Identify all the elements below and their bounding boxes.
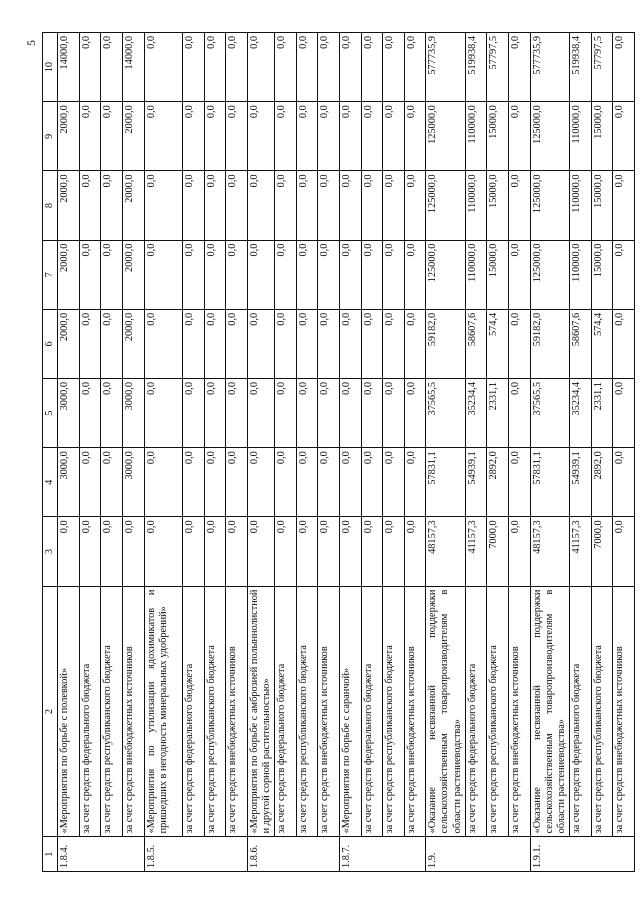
value-cell: 110000,0 bbox=[569, 171, 591, 240]
value-cell: 0,0 bbox=[613, 517, 635, 586]
value-cell: 0,0 bbox=[383, 171, 405, 240]
row-name: «Мероприятия по борьбе с полевкой» bbox=[58, 586, 80, 837]
table-row bbox=[183, 33, 205, 872]
value-cell: 0,0 bbox=[183, 379, 205, 448]
value-cell: 14000,0 bbox=[58, 33, 80, 102]
value-cell: 0,0 bbox=[275, 448, 297, 517]
value-cell: 0,0 bbox=[204, 240, 226, 309]
row-name: за счет средств федерального бюджета bbox=[361, 586, 383, 837]
budget-table bbox=[42, 32, 635, 872]
value-cell: 0,0 bbox=[79, 517, 101, 586]
value-cell: 0,0 bbox=[508, 309, 530, 378]
value-cell: 0,0 bbox=[79, 240, 101, 309]
value-cell: 0,0 bbox=[226, 102, 248, 171]
value-cell: 0,0 bbox=[226, 240, 248, 309]
value-cell: 0,0 bbox=[361, 102, 383, 171]
value-cell: 35234,4 bbox=[569, 379, 591, 448]
value-cell: 0,0 bbox=[204, 33, 226, 102]
value-cell: 3000,0 bbox=[122, 379, 144, 448]
value-cell: 15000,0 bbox=[591, 102, 613, 171]
value-cell: 15000,0 bbox=[591, 240, 613, 309]
value-cell: 0,0 bbox=[613, 448, 635, 517]
value-cell: 2000,0 bbox=[122, 309, 144, 378]
value-cell: 0,0 bbox=[318, 517, 340, 586]
table-row bbox=[569, 33, 591, 872]
value-cell: 0,0 bbox=[247, 102, 274, 171]
value-cell: 2000,0 bbox=[122, 240, 144, 309]
value-cell: 3000,0 bbox=[122, 448, 144, 517]
row-code: 1.8.7. bbox=[339, 837, 425, 872]
value-cell: 0,0 bbox=[339, 517, 361, 586]
value-cell: 41157,3 bbox=[465, 517, 487, 586]
table-row bbox=[487, 33, 509, 872]
value-cell: 0,0 bbox=[296, 240, 318, 309]
value-cell: 0,0 bbox=[339, 33, 361, 102]
value-cell: 0,0 bbox=[508, 171, 530, 240]
row-name: за счет средств внебюджетных источников bbox=[404, 586, 426, 837]
value-cell: 0,0 bbox=[318, 171, 340, 240]
value-cell: 125000,0 bbox=[426, 240, 465, 309]
value-cell: 0,0 bbox=[275, 379, 297, 448]
value-cell: 0,0 bbox=[275, 102, 297, 171]
value-cell: 0,0 bbox=[226, 171, 248, 240]
value-cell: 58607,6 bbox=[569, 309, 591, 378]
value-cell: 0,0 bbox=[383, 448, 405, 517]
table-row bbox=[404, 33, 426, 872]
row-name: за счет средств республиканского бюджета bbox=[204, 586, 226, 837]
value-cell: 15000,0 bbox=[487, 171, 509, 240]
value-cell: 0,0 bbox=[79, 309, 101, 378]
value-cell: 0,0 bbox=[58, 517, 80, 586]
value-cell: 577735,9 bbox=[530, 33, 569, 102]
value-cell: 15000,0 bbox=[487, 102, 509, 171]
table-row bbox=[318, 33, 340, 872]
value-cell: 125000,0 bbox=[426, 102, 465, 171]
value-cell: 3000,0 bbox=[58, 448, 80, 517]
value-cell: 0,0 bbox=[296, 517, 318, 586]
value-cell: 0,0 bbox=[226, 379, 248, 448]
row-code: 1.8.5. bbox=[144, 837, 247, 872]
row-code: 1.8.4. bbox=[58, 837, 144, 872]
value-cell: 0,0 bbox=[144, 171, 183, 240]
header-cell: 9 bbox=[43, 102, 58, 171]
value-cell: 0,0 bbox=[339, 448, 361, 517]
rotated-page bbox=[24, 32, 626, 872]
row-name: за счет средств республиканского бюджета bbox=[383, 586, 405, 837]
value-cell: 0,0 bbox=[247, 379, 274, 448]
value-cell: 0,0 bbox=[383, 102, 405, 171]
value-cell: 0,0 bbox=[275, 517, 297, 586]
value-cell: 110000,0 bbox=[465, 102, 487, 171]
value-cell: 3000,0 bbox=[58, 379, 80, 448]
value-cell: 2000,0 bbox=[58, 240, 80, 309]
value-cell: 0,0 bbox=[361, 379, 383, 448]
row-name: за счет средств внебюджетных источников bbox=[508, 586, 530, 837]
value-cell: 0,0 bbox=[183, 448, 205, 517]
table-row bbox=[204, 33, 226, 872]
value-cell: 0,0 bbox=[404, 379, 426, 448]
row-name: «Оказание несвязанной поддержки сельскохозяйственным товаропроизводителям в области растениеводства» bbox=[426, 586, 465, 837]
value-cell: 37565,5 bbox=[426, 379, 465, 448]
value-cell: 7000,0 bbox=[591, 517, 613, 586]
value-cell: 0,0 bbox=[101, 309, 123, 378]
table-row bbox=[361, 33, 383, 872]
value-cell: 0,0 bbox=[296, 33, 318, 102]
row-name: за счет средств республиканского бюджета bbox=[591, 586, 613, 837]
row-name: «Мероприятия по утилизации ядохимикатов и пришедших в негодность минеральных удобрений» bbox=[144, 586, 183, 837]
value-cell: 0,0 bbox=[226, 448, 248, 517]
value-cell: 0,0 bbox=[613, 102, 635, 171]
row-name: за счет средств федерального бюджета bbox=[275, 586, 297, 837]
value-cell: 48157,3 bbox=[426, 517, 465, 586]
value-cell: 0,0 bbox=[204, 379, 226, 448]
row-code: 1.8.6. bbox=[247, 837, 339, 872]
value-cell: 0,0 bbox=[339, 309, 361, 378]
value-cell: 110000,0 bbox=[569, 240, 591, 309]
value-cell: 0,0 bbox=[404, 240, 426, 309]
value-cell: 0,0 bbox=[613, 171, 635, 240]
value-cell: 0,0 bbox=[101, 171, 123, 240]
value-cell: 577735,9 bbox=[426, 33, 465, 102]
value-cell: 0,0 bbox=[383, 309, 405, 378]
header-row bbox=[43, 33, 58, 872]
value-cell: 0,0 bbox=[361, 33, 383, 102]
value-cell: 110000,0 bbox=[569, 102, 591, 171]
value-cell: 0,0 bbox=[383, 379, 405, 448]
value-cell: 0,0 bbox=[144, 33, 183, 102]
value-cell: 0,0 bbox=[508, 240, 530, 309]
value-cell: 0,0 bbox=[144, 240, 183, 309]
row-name: за счет средств внебюджетных источников bbox=[122, 586, 144, 837]
row-name: за счет средств федерального бюджета bbox=[79, 586, 101, 837]
value-cell: 0,0 bbox=[247, 448, 274, 517]
value-cell: 0,0 bbox=[613, 379, 635, 448]
value-cell: 0,0 bbox=[508, 379, 530, 448]
value-cell: 0,0 bbox=[101, 240, 123, 309]
value-cell: 2000,0 bbox=[122, 102, 144, 171]
value-cell: 0,0 bbox=[613, 33, 635, 102]
value-cell: 59182,0 bbox=[426, 309, 465, 378]
header-cell: 6 bbox=[43, 309, 58, 378]
row-name: «Оказание несвязанной поддержки сельскохозяйственным товаропроизводителям в области растениеводства» bbox=[530, 586, 569, 837]
row-name: за счет средств федерального бюджета bbox=[569, 586, 591, 837]
value-cell: 0,0 bbox=[79, 448, 101, 517]
value-cell: 35234,4 bbox=[465, 379, 487, 448]
value-cell: 2000,0 bbox=[58, 102, 80, 171]
value-cell: 0,0 bbox=[296, 102, 318, 171]
row-name: за счет средств внебюджетных источников bbox=[226, 586, 248, 837]
value-cell: 0,0 bbox=[144, 102, 183, 171]
value-cell: 54939,1 bbox=[569, 448, 591, 517]
value-cell: 519938,4 bbox=[465, 33, 487, 102]
value-cell: 0,0 bbox=[247, 309, 274, 378]
value-cell: 0,0 bbox=[183, 171, 205, 240]
table-row bbox=[144, 33, 183, 872]
value-cell: 15000,0 bbox=[591, 171, 613, 240]
row-name: за счет средств республиканского бюджета bbox=[487, 586, 509, 837]
value-cell: 0,0 bbox=[361, 309, 383, 378]
row-name: за счет средств федерального бюджета bbox=[465, 586, 487, 837]
value-cell: 0,0 bbox=[204, 102, 226, 171]
header-cell: 7 bbox=[43, 240, 58, 309]
value-cell: 0,0 bbox=[275, 171, 297, 240]
value-cell: 0,0 bbox=[361, 240, 383, 309]
row-code: 1.9.1. bbox=[530, 837, 634, 872]
table-row bbox=[465, 33, 487, 872]
value-cell: 0,0 bbox=[508, 102, 530, 171]
value-cell: 0,0 bbox=[296, 448, 318, 517]
value-cell: 0,0 bbox=[101, 102, 123, 171]
table-row bbox=[79, 33, 101, 872]
row-name: за счет средств федерального бюджета bbox=[183, 586, 205, 837]
value-cell: 0,0 bbox=[204, 448, 226, 517]
table-row bbox=[247, 33, 274, 872]
value-cell: 0,0 bbox=[404, 33, 426, 102]
value-cell: 0,0 bbox=[339, 379, 361, 448]
value-cell: 57831,1 bbox=[530, 448, 569, 517]
value-cell: 0,0 bbox=[79, 33, 101, 102]
value-cell: 0,0 bbox=[318, 33, 340, 102]
table-row bbox=[339, 33, 361, 872]
value-cell: 59182,0 bbox=[530, 309, 569, 378]
page-number: 5 bbox=[24, 40, 38, 46]
value-cell: 0,0 bbox=[383, 240, 405, 309]
value-cell: 14000,0 bbox=[122, 33, 144, 102]
header-cell: 10 bbox=[43, 33, 58, 102]
value-cell: 0,0 bbox=[247, 33, 274, 102]
value-cell: 57797,5 bbox=[591, 33, 613, 102]
row-name: «Мероприятия по борьбе с саранчой» bbox=[339, 586, 361, 837]
value-cell: 0,0 bbox=[339, 240, 361, 309]
value-cell: 0,0 bbox=[204, 309, 226, 378]
value-cell: 0,0 bbox=[183, 240, 205, 309]
value-cell: 0,0 bbox=[183, 33, 205, 102]
value-cell: 0,0 bbox=[226, 309, 248, 378]
value-cell: 2892,0 bbox=[591, 448, 613, 517]
value-cell: 519938,4 bbox=[569, 33, 591, 102]
value-cell: 0,0 bbox=[508, 448, 530, 517]
value-cell: 125000,0 bbox=[530, 171, 569, 240]
row-name: за счет средств внебюджетных источников bbox=[318, 586, 340, 837]
value-cell: 0,0 bbox=[361, 171, 383, 240]
value-cell: 0,0 bbox=[318, 379, 340, 448]
value-cell: 0,0 bbox=[122, 517, 144, 586]
value-cell: 0,0 bbox=[101, 379, 123, 448]
table-row bbox=[613, 33, 635, 872]
value-cell: 0,0 bbox=[318, 309, 340, 378]
value-cell: 0,0 bbox=[508, 517, 530, 586]
value-cell: 2331,1 bbox=[591, 379, 613, 448]
value-cell: 0,0 bbox=[296, 309, 318, 378]
table-row bbox=[508, 33, 530, 872]
value-cell: 0,0 bbox=[318, 240, 340, 309]
value-cell: 0,0 bbox=[144, 448, 183, 517]
value-cell: 0,0 bbox=[144, 517, 183, 586]
value-cell: 2000,0 bbox=[58, 309, 80, 378]
value-cell: 0,0 bbox=[404, 171, 426, 240]
value-cell: 0,0 bbox=[361, 448, 383, 517]
table-row bbox=[296, 33, 318, 872]
table-row bbox=[58, 33, 80, 872]
value-cell: 0,0 bbox=[247, 517, 274, 586]
value-cell: 574,4 bbox=[591, 309, 613, 378]
value-cell: 0,0 bbox=[101, 517, 123, 586]
value-cell: 0,0 bbox=[404, 517, 426, 586]
value-cell: 0,0 bbox=[296, 171, 318, 240]
value-cell: 0,0 bbox=[339, 171, 361, 240]
table-row bbox=[426, 33, 465, 872]
value-cell: 0,0 bbox=[101, 33, 123, 102]
value-cell: 37565,5 bbox=[530, 379, 569, 448]
table-row bbox=[591, 33, 613, 872]
row-name: за счет средств республиканского бюджета bbox=[101, 586, 123, 837]
value-cell: 125000,0 bbox=[426, 171, 465, 240]
value-cell: 2000,0 bbox=[122, 171, 144, 240]
header-cell: 8 bbox=[43, 171, 58, 240]
value-cell: 0,0 bbox=[79, 102, 101, 171]
row-name: за счет средств республиканского бюджета bbox=[296, 586, 318, 837]
value-cell: 57831,1 bbox=[426, 448, 465, 517]
value-cell: 0,0 bbox=[226, 517, 248, 586]
value-cell: 2000,0 bbox=[58, 171, 80, 240]
row-name: за счет средств внебюджетных источников bbox=[613, 586, 635, 837]
value-cell: 0,0 bbox=[204, 517, 226, 586]
value-cell: 0,0 bbox=[508, 33, 530, 102]
header-cell: 1 bbox=[43, 837, 58, 872]
value-cell: 0,0 bbox=[404, 309, 426, 378]
value-cell: 0,0 bbox=[318, 448, 340, 517]
value-cell: 0,0 bbox=[226, 33, 248, 102]
value-cell: 0,0 bbox=[183, 517, 205, 586]
table-row bbox=[275, 33, 297, 872]
header-cell: 3 bbox=[43, 517, 58, 586]
value-cell: 110000,0 bbox=[465, 240, 487, 309]
value-cell: 2892,0 bbox=[487, 448, 509, 517]
table-row bbox=[122, 33, 144, 872]
table-row bbox=[226, 33, 248, 872]
value-cell: 0,0 bbox=[183, 309, 205, 378]
table-row bbox=[383, 33, 405, 872]
value-cell: 0,0 bbox=[79, 171, 101, 240]
value-cell: 15000,0 bbox=[487, 240, 509, 309]
value-cell: 0,0 bbox=[404, 448, 426, 517]
value-cell: 0,0 bbox=[79, 379, 101, 448]
value-cell: 125000,0 bbox=[530, 102, 569, 171]
header-cell: 2 bbox=[43, 586, 58, 837]
value-cell: 0,0 bbox=[383, 33, 405, 102]
value-cell: 0,0 bbox=[144, 379, 183, 448]
table-row bbox=[530, 33, 569, 872]
value-cell: 125000,0 bbox=[530, 240, 569, 309]
value-cell: 0,0 bbox=[383, 517, 405, 586]
header-cell: 4 bbox=[43, 448, 58, 517]
value-cell: 0,0 bbox=[339, 102, 361, 171]
value-cell: 0,0 bbox=[613, 240, 635, 309]
value-cell: 0,0 bbox=[361, 517, 383, 586]
value-cell: 0,0 bbox=[204, 171, 226, 240]
value-cell: 57797,5 bbox=[487, 33, 509, 102]
value-cell: 54939,1 bbox=[465, 448, 487, 517]
value-cell: 0,0 bbox=[183, 102, 205, 171]
header-cell: 5 bbox=[43, 379, 58, 448]
value-cell: 58607,6 bbox=[465, 309, 487, 378]
table-row bbox=[101, 33, 123, 872]
value-cell: 0,0 bbox=[247, 171, 274, 240]
value-cell: 0,0 bbox=[318, 102, 340, 171]
value-cell: 0,0 bbox=[247, 240, 274, 309]
value-cell: 2331,1 bbox=[487, 379, 509, 448]
value-cell: 0,0 bbox=[275, 240, 297, 309]
row-name: «Мероприятия по борьбе с амброзией полыннолистной и другой сорной растительностью» bbox=[247, 586, 274, 837]
value-cell: 0,0 bbox=[404, 102, 426, 171]
value-cell: 48157,3 bbox=[530, 517, 569, 586]
value-cell: 7000,0 bbox=[487, 517, 509, 586]
row-code: 1.9. bbox=[426, 837, 530, 872]
value-cell: 0,0 bbox=[275, 33, 297, 102]
value-cell: 0,0 bbox=[144, 309, 183, 378]
value-cell: 0,0 bbox=[296, 379, 318, 448]
value-cell: 41157,3 bbox=[569, 517, 591, 586]
value-cell: 0,0 bbox=[101, 448, 123, 517]
value-cell: 0,0 bbox=[613, 309, 635, 378]
value-cell: 574,4 bbox=[487, 309, 509, 378]
value-cell: 0,0 bbox=[275, 309, 297, 378]
value-cell: 110000,0 bbox=[465, 171, 487, 240]
